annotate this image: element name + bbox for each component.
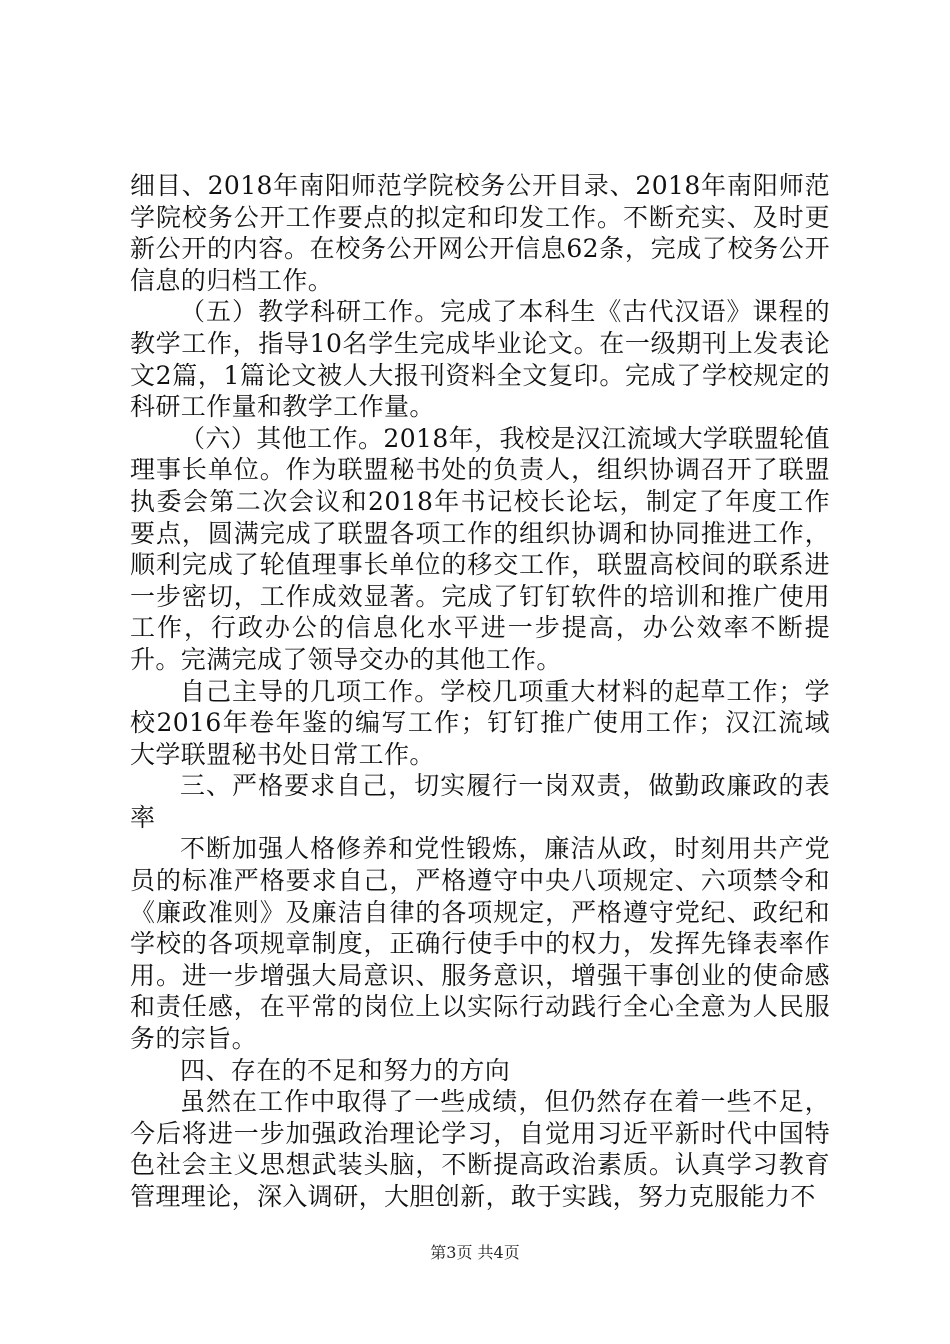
document-body	[130, 170, 830, 1213]
paragraph-shortcomings: 虽然在工作中取得了一些成绩，但仍然存在着一些不足，今后将进一步加强政治理论学习，自觉用习近平新时代中国特色社会主义思想武装头脑，不断提高政治素质。认真学习教育管理理论，深入调研，大胆创新，敢于实践，努力克服能力不	[130, 1087, 830, 1211]
paragraph-integrity: 不断加强人格修养和党性锻炼，廉洁从政，时刻用共产党员的标准严格要求自己，严格遵守中央八项规定、六项禁令和《廉政准则》及廉洁自律的各项规定，严格遵守党纪、政纪和学校的各项规章制度，正确行使手中的权力，发挥先锋表率作用。进一步增强大局意识、服务意识，增强干事创业的使命感和责任感，在平常的岗位上以实际行动践行全心全意为人民服务的宗旨。	[130, 834, 830, 1054]
paragraph-teaching-research: （五）教学科研工作。完成了本科生《古代汉语》课程的教学工作，指导10名学生完成毕业论文。在一级期刊上发表论文2篇，1篇论文被人大报刊资料全文复印。完成了学校规定的科研工作量和教学工作量。	[130, 297, 830, 422]
section-heading-3: 三、严格要求自己，切实履行一岗双责，做勤政廉政的表率	[130, 771, 830, 832]
page-number-footer: 第3页 共4页	[430, 1243, 520, 1262]
paragraph-other-work: （六）其他工作。2018年，我校是汉江流域大学联盟轮值理事长单位。作为联盟秘书处的负责人，组织协调召开了联盟执委会第二次会议和2018年书记校长论坛，制定了年度工作要点，圆满完成了联盟各项工作的组织协调和协同推进工作，顺利完成了轮值理事长单位的移交工作，联盟高校间的联系进一步密切，工作成效显著。完成了钉钉软件的培训和推广使用工作，行政办公的信息化水平进一步提高，办公效率不断提升。完满完成了领导交办的其他工作。	[130, 423, 830, 674]
paragraph-led-work: 自己主导的几项工作。学校几项重大材料的起草工作；学校2016年卷年鉴的编写工作；钉钉推广使用工作；汉江流域大学联盟秘书处日常工作。	[130, 676, 830, 769]
section-heading-4: 四、存在的不足和努力的方向	[180, 1055, 511, 1085]
paragraph-continuation: 细目、2018年南阳师范学院校务公开目录、2018年南阳师范学院校务公开工作要点的拟定和印发工作。不断充实、及时更新公开的内容。在校务公开网公开信息62条，完成了校务公开信息的归档工作。	[130, 171, 830, 295]
